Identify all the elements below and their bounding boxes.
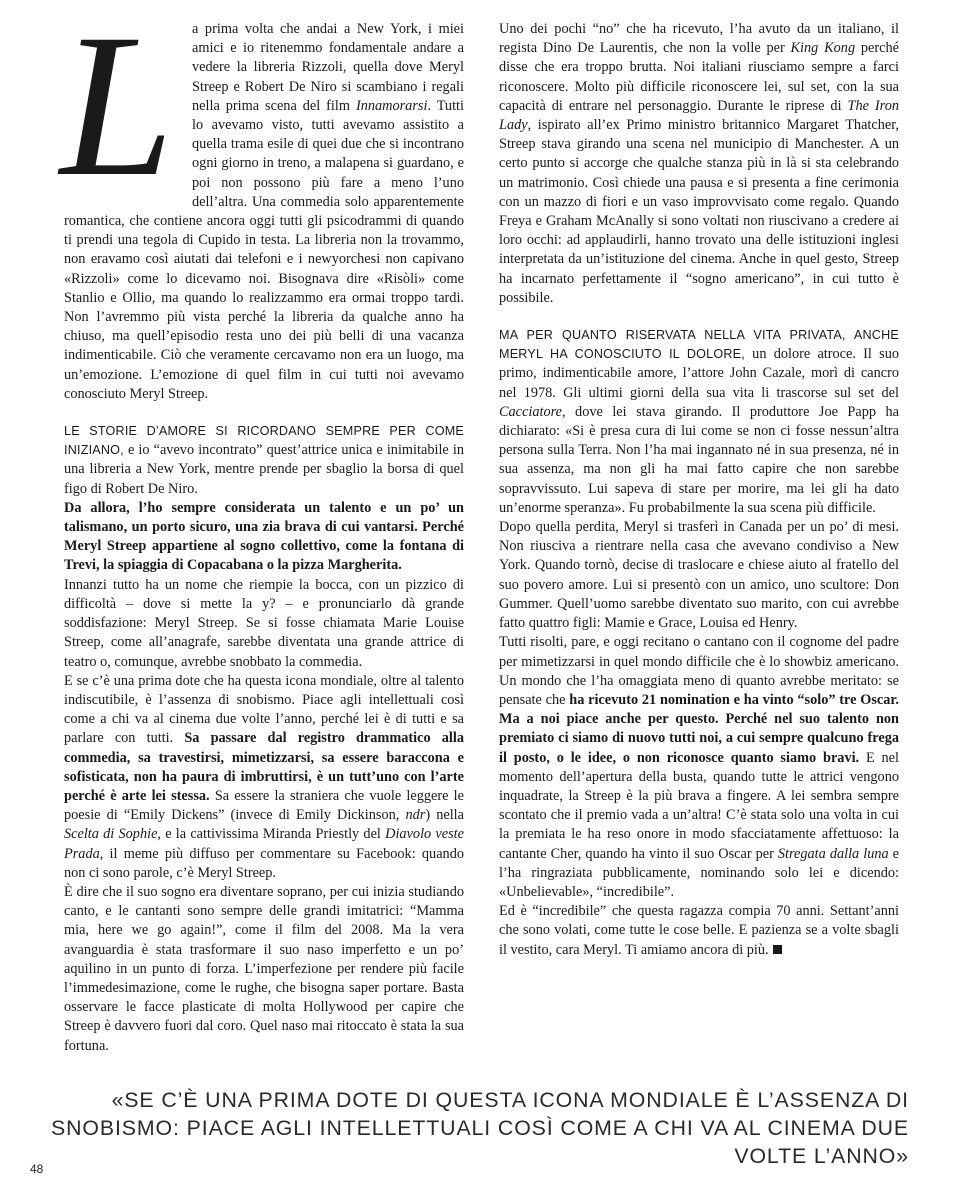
paragraph: È dire che il suo sogno era diventare soprano, per cui inizia studiando canto, e le cantanti sono sempre delle grandi imitatrici: “Mamma mia, here we go again!”, come il film del 2008. Ma la vera avanguardia è stata trasformare il suo naso imperfetto e un po’ aquilino in un punto di forza. L’imperfezione per rendere più facile l’immedesimazione, come le rughe, che bisogna saper portare. Basta osservare le facce plasticate di molta Hollywood per capire che Streep è davvero fuori dal coro. Quel naso mai ritoccato è stata la sua fortuna. bbox=[64, 883, 464, 1054]
paragraph: MA PER QUANTO RISERVATA NELLA VITA PRIVATA, ANCHE MERYL HA CONOSCIUTO IL DOLORE, un dolore atroce. Il suo primo, indimenticabile amore, l’attore John Cazale, morì di cancro nel 1978. Gli ultimi giorni della sua vita li trascorse sul set del Cacciatore, dove lei stava girando. Il produttore Joe Papp ha dichiarato: «Si è presa cura di lui come se non ci fosse nessun’altra persona sulla Terra. Non l’ha mai ingannato né in sua presenza, né in sua assenza, ma non gli ha mai fatto capire che non sarebbe sopravvissuto. Lui sapeva di stare per morire, ma lei gli ha dato un’enorme speranza». Fu probabilmente la sua scena più difficile. bbox=[499, 328, 899, 516]
paragraph: Tutti risolti, pare, e oggi recitano o cantano con il cognome del padre per mimetizzarsi in quel mondo difficile che è lo showbiz americano. Un mondo che l’ha omaggiata meno di quanto avrebbe meritato: se pensate che ha ricevuto 21 nomination e ha vinto “solo” tre Oscar. Ma a noi piace anche per questo. Perché nel suo talento non premiato ci siamo di nuovo tutti noi, a cui sempre qualcuno frega il posto, o le idee, o non riconosce quanto siamo bravi. E nel momento dell’apertura della busta, quando tutte le attrici vengono inquadrate, la Streep è la più brava a fingere. A lei sembra sempre scontato che il premio vada a un’altra! C’è stata solo una volta in cui la premiata le ha reso onore in modo sfacciatamente affettuoso: la cantante Cher, quando ha vinto il suo Oscar per Stregata dalla luna e l’ha ringraziata pubblicamente, nominando solo lei e dicendo: «Unbelievable», “incredibile”. bbox=[499, 634, 899, 900]
paragraph: Dopo quella perdita, Meryl si trasferì in Canada per un po’ di mesi. Non riusciva a rientrare nella casa che avevano condiviso a New York. Quando tornò, decise di traslocare e chiese aiuto al fratello del suo povero amore. Lui si presentò con un amico, uno scultore: Don Gummer. Quell’uomo sarebbe diventato suo marito, con cui avrebbe fatto quattro figli: Mamie e Grace, Louisa ed Henry. bbox=[499, 519, 899, 632]
page-number: 48 bbox=[30, 1162, 44, 1176]
left-column bbox=[60, 0, 464, 1056]
paragraph: Ed è “incredibile” che questa ragazza compia 70 anni. Settant’anni che sono volati, come tutte le cose belle. E pazienza se a volte sbagli il vestito, cara Meryl. Ti amiamo ancora di più. bbox=[499, 903, 899, 958]
paragraph: Innanzi tutto ha un nome che riempie la bocca, con un pizzico di difficoltà – dove si mette la y? – e pronunciarlo dà grande soddisfazione: Meryl Streep. Se si fosse chiamata Marie Louise Streep, come all’anagrafe, sarebbe diventata una grande attrice di teatro o, comunque, avrebbe snobbato la commedia. bbox=[64, 576, 464, 670]
right-column bbox=[499, 20, 899, 960]
pull-quote: «SE C’È UNA PRIMA DOTE DI QUESTA ICONA MONDIALE È L’ASSENZA DI SNOBISMO: PIACE AGLI INTELLETTUALI COSÌ COME A CHI VA AL CINEMA DUE VOLTE L’ANNO» bbox=[51, 1088, 909, 1168]
section-lead-in: MA PER QUANTO RISERVATA NELLA VITA PRIVATA, ANCHE MERYL HA CONOSCIUTO IL DOLORE, bbox=[499, 328, 899, 362]
paragraph: LE STORIE D’AMORE SI RICORDANO SEMPRE PER COME INIZIANO, e io “avevo incontrato” quest’attrice unica e inimitabile in una libreria a New York, mentre prende per sbaglio la borsa di quel figo di Robert De Niro. bbox=[64, 424, 464, 497]
paragraph: E se c’è una prima dote che ha questa icona mondiale, oltre al talento indiscutibile, è l’assenza di snobismo. Piace agli intellettuali così come a chi va al cinema due volte l’anno, perché lei è di tutti e sa parlare con tutti. Sa passare dal registro drammatico alla commedia, sa travestirsi, mimetizzarsi, sa essere baraccona e sofisticata, non ha paura di imbruttirsi, è un tutt’uno con l’arte perché è arte lei stessa. Sa essere la straniera che vuole leggere le poesie di “Emily Dickens” (invece di Emily Dickinson, ndr) nella Scelta di Sophie, e la cattivissima Miranda Priestly del Diavolo veste Prada, il meme più diffuso per commentare su Facebook: quando non ci sono parole, c’è Meryl Streep. bbox=[64, 672, 464, 881]
end-mark-icon bbox=[773, 945, 782, 954]
paragraph: a prima volta che andai a New York, i miei amici e io ritenemmo fondamentale andare a vedere la libreria Rizzoli, quella dove Meryl Streep e Robert De Niro si scambiano i regali nella prima scena del film Innamorarsi. Tutti lo avevamo visto, tutti avevamo assistito a quella trama esile di quei due che si incontrano ogni giorno in treno, a malapena si guardano, e poi non possono più fare a meno l’uno dell’altra. Una commedia solo apparentemente romantica, che contiene ancora oggi tutti gli psicodrammi di quando ti prendi una tegola di Cupido in testa. La libreria non la trovammo, non eravamo così aiutati dai telefoni e i newyorchesi non capivano «Rizzoli» come lo dicevamo noi. Bisognava dire «Risòli» come Stanlio e Ollio, ma quando lo realizzammo era ormai troppo tardi. Non l’avremmo più vista perché la libreria da qualche anno ha chiuso, ma quell’episodio resta uno dei più belli di una vacanza indimenticabile. Ciò che veramente cercavamo non era un luogo, ma un’emozione. L’emozione di quel film in cui tutti noi avevamo conosciuto Meryl Streep. bbox=[64, 21, 464, 402]
drop-cap: L bbox=[60, 0, 175, 219]
paragraph: Uno dei pochi “no” che ha ricevuto, l’ha avuto da un italiano, il regista Dino De Laurentis, che non la volle per King Kong perché disse che era troppo brutta. Noi italiani riusciamo sempre a farci riconoscere. Molto più difficile riconoscere lei, sul set, con la sua capacità di entrare nel personaggio. Durante le riprese di The Iron Lady, ispirato all’ex Primo ministro britannico Margaret Thatcher, Streep stava girando una scena nel municipio di Manchester. A un certo punto si accorge che qualche stanza più in là si sta celebrando un matrimonio. Così chiede una pausa e si presenta a fine cerimonia con un mazzo di fiori e un vaso improvvisato come regalo. Quando Freya e Graham McAnally si sono voltati non riuscivano a credere ai loro occhi: ad applaudirli, hanno trovato una delle istituzioni inglesi interpretata da un’istituzione del cinema. Anche in quel gesto, Streep ha incarnato perfettamente il “sogno americano”, in cui tutto è possibile. bbox=[499, 21, 899, 306]
paragraph: Da allora, l’ho sempre considerata un talento e un po’ un talismano, un porto sicuro, una zia brava di cui vantarsi. Perché Meryl Streep appartiene al sogno collettivo, come la fontana di Trevi, la spiaggia di Copacabana o la pizza Margherita. bbox=[64, 499, 464, 574]
section-lead-in: LE STORIE D’AMORE SI RICORDANO SEMPRE PER COME INIZIANO, bbox=[64, 424, 464, 458]
